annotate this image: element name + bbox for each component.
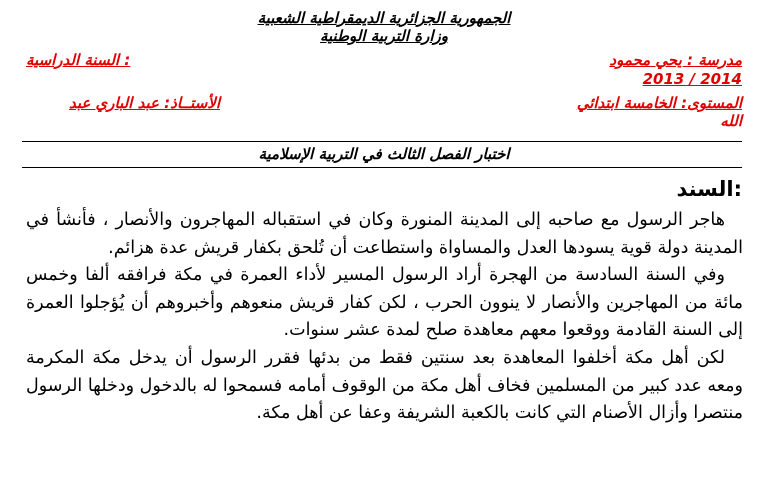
school-year-label: السنة الدراسية : [26,51,131,69]
divider-top [22,141,742,142]
exam-title: اختبار الفصل الثالث في التربية الإسلامية [258,145,510,163]
teacher-name-continued: الله [720,112,742,130]
school-year-value: 2013 / 2014 [642,70,742,88]
paragraph: وفي السنة السادسة من الهجرة أراد الرسول المسير لأداء العمرة في مكة فرافقه ألفا وخمس مائة من المهاجرين والأنصار لا ينوون الحرب ، لكن كفار قريش منعوهم وأخبروهم أن يُؤجلوا العمرة إلى السنة القادمة ووقعوا معهم معاهدة صلح لمدة عشر سنوات. [26,265,743,341]
paragraph: هاجر الرسول مع صاحبه إلى المدينة المنورة وكان في استقباله المهاجرون والأنصار ، فأنشأ في المدينة دولة قوية يسودها العدل والمساواة واستطاعت أن تُلحق بكفار قريش عدة هزائم. [26,210,743,258]
republic-title: الجمهورية الجزائرية الديمقراطية الشعبية [257,9,511,27]
school-name: مدرسة : يحي محمود [609,51,742,69]
divider-bottom [22,167,742,168]
level-label [577,95,742,112]
document-body [26,207,743,428]
section-label: السند: [676,177,742,201]
level-text: المستوى: الخامسة ابتدائي [576,94,742,112]
paragraph: لكن أهل مكة أخلفوا المعاهدة بعد سنتين فقط من بدئها فقرر الرسول أن يدخل مكة المكرمة ومعه عدد كبير من المسلمين فخاف أهل مكة من الوقوف أمامه فسمحوا له بالدخول ودخلها الرسول منتصرا وأزال الأصنام التي كانت بالكعبة الشريفة وعفا عن أهل مكة. [26,347,743,424]
teacher-label [69,95,220,112]
teacher-text: الأستــاذ: عبد الباري عبد [68,94,220,112]
ministry-title: وزارة التربية الوطنية [319,27,448,45]
